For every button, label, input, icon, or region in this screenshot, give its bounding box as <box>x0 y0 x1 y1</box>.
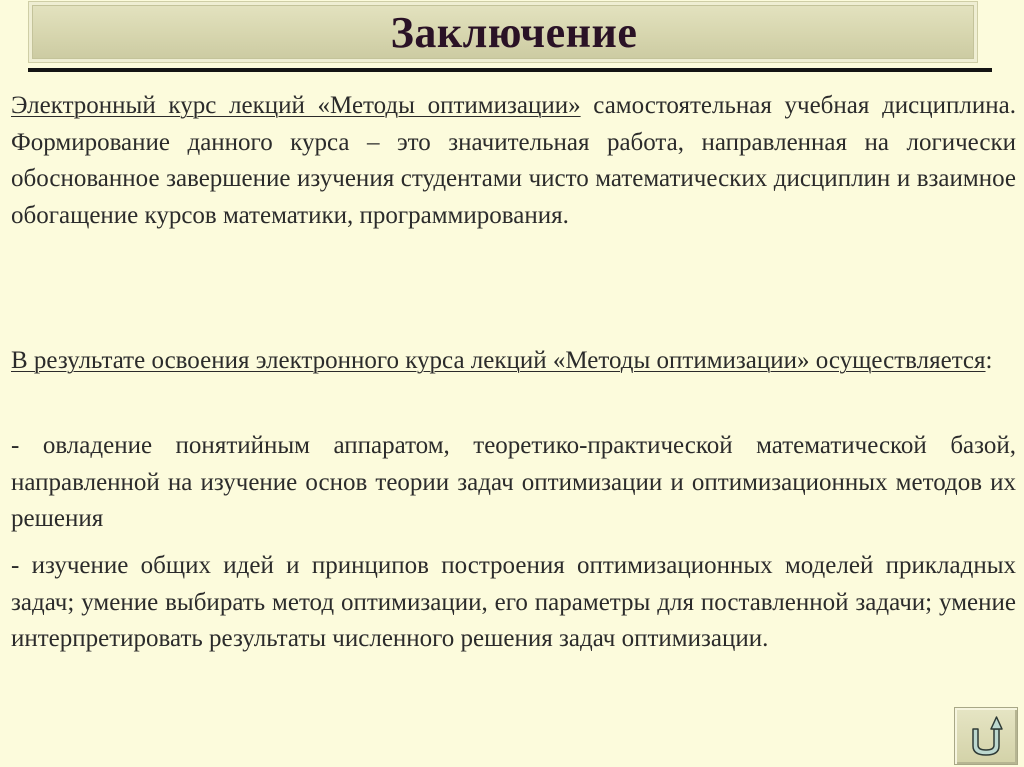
slide-title: Заключение <box>390 7 638 57</box>
title-bar <box>32 5 974 59</box>
intro-paragraph <box>11 88 1016 234</box>
return-arrow-icon <box>964 713 1008 759</box>
result-paragraph-colon: : <box>985 347 993 374</box>
result-paragraph-lead: В результате освоения электронного курса лекций «Методы оптимизации» осуществляется <box>11 347 986 374</box>
title-divider <box>28 68 992 72</box>
bullet-item: - изучение общих идей и принципов построения оптимизационных моделей прикладных задач; умение выбирать метод оптимизации, его параметры для поставленной задачи; умение интерпретировать результаты численного решения задач оптимизации. <box>11 552 1016 652</box>
bullet-item: - овладение понятийным аппаратом, теоретико-практической математической базой, направленной на изучение основ теории задач оптимизации и оптимизационных методов их решения <box>11 432 1016 532</box>
intro-paragraph-rest: самостоятельная учебная дисциплина. Формирование данного курса – это значительная работа, направленная на логически обоснованное завершение изучения студентами чисто математических дисциплин и взаимное обогащение курсов математики, программирования. <box>11 92 1016 229</box>
result-paragraph <box>11 343 1016 380</box>
intro-paragraph-lead: Электронный курс лекций «Методы оптимизации» <box>11 92 581 119</box>
return-button[interactable] <box>954 707 1018 765</box>
